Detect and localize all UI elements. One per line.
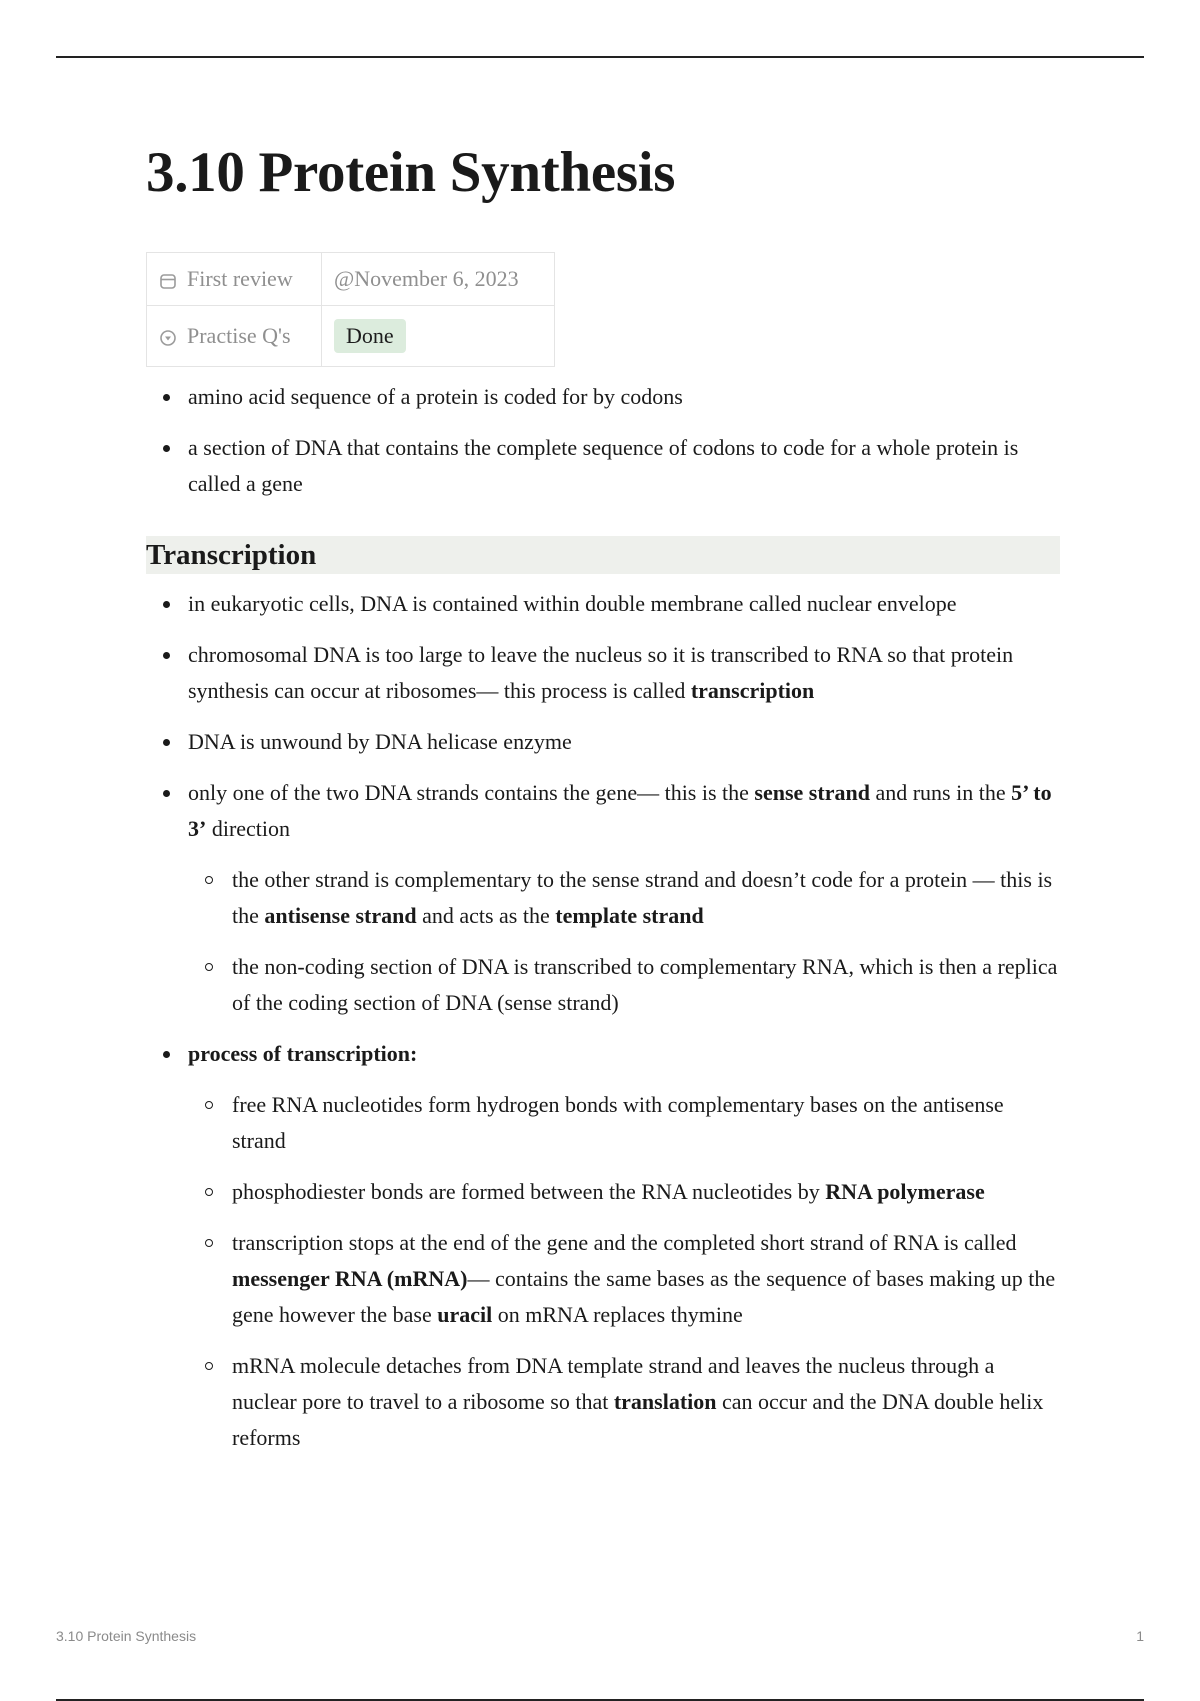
sub-list-item [188, 862, 1060, 934]
item-text: only one of the two DNA strands contains the gene— this is the [188, 779, 755, 805]
bold-term: template strand [555, 902, 704, 928]
item-text: transcription stops at the end of the gene and the completed short strand of RNA is called [232, 1229, 1017, 1255]
sub-list [188, 1087, 1060, 1456]
item-text: and acts as the [416, 902, 556, 928]
bold-term: translation [613, 1388, 717, 1414]
bold-term: antisense strand [264, 902, 417, 928]
bold-term: uracil [437, 1301, 493, 1327]
sub-list-item: the non-coding section of DNA is transcribed to complementary RNA, which is then a replica of the coding section of DNA (sense strand) [188, 949, 1060, 1021]
item-text: direction [206, 815, 291, 841]
item-text: on mRNA replaces thymine [492, 1301, 743, 1327]
section-heading-transcription: Transcription [146, 536, 1060, 574]
calendar-icon [159, 272, 179, 290]
item-text: phosphodiester bonds are formed between the RNA nucleotides by [232, 1178, 826, 1204]
sub-list-item: free RNA nucleotides form hydrogen bonds with complementary bases on the antisense strand [188, 1087, 1060, 1159]
bold-term: transcription [690, 677, 815, 703]
page-content [146, 140, 1060, 1471]
list-item: in eukaryotic cells, DNA is contained within double membrane called nuclear envelope [146, 586, 1060, 622]
page-title: 3.10 Protein Synthesis [146, 141, 676, 204]
item-text: and runs in the [869, 779, 1012, 805]
item-text: can occur and the DNA double helix reforms [232, 1388, 1044, 1450]
property-row-first-review [147, 252, 555, 305]
property-label-cell [147, 252, 322, 305]
item-text: — contains the same bases as the sequence of bases making up the gene however the base [232, 1265, 1056, 1327]
list-item [146, 637, 1060, 709]
list-item: a section of DNA that contains the complete sequence of codons to code for a whole protein is called a gene [146, 430, 1060, 502]
list-item: amino acid sequence of a protein is coded for by codons [146, 379, 1060, 415]
item-text: mRNA molecule detaches from DNA template strand and leaves the nucleus through a nuclear pore to travel to a ribosome so that [232, 1352, 995, 1414]
bold-heading: process of transcription: [188, 1040, 418, 1066]
item-text: the other strand is complementary to the sense strand and doesn’t code for a protein — this is the [232, 866, 1053, 928]
sub-list-item [188, 1348, 1060, 1456]
sub-list-item [188, 1225, 1060, 1333]
list-item [146, 1036, 1060, 1456]
bold-term: messenger RNA (mRNA) [232, 1265, 468, 1291]
bold-term: 5’ to 3’ [188, 779, 1052, 841]
top-rule [56, 56, 1144, 58]
list-item [146, 775, 1060, 1021]
footer-title: 3.10 Protein Synthesis [56, 1628, 197, 1644]
status-icon [159, 329, 179, 347]
property-value-status[interactable] [322, 305, 555, 366]
property-value-date[interactable]: @November 6, 2023 [322, 252, 555, 305]
property-label: First review [187, 265, 293, 291]
property-label: Practise Q's [187, 322, 291, 348]
sub-list [188, 862, 1060, 1021]
status-badge[interactable]: Done [334, 319, 406, 353]
sub-list-item [188, 1174, 1060, 1210]
footer-page-number: 1 [1136, 1628, 1144, 1644]
list-item: DNA is unwound by DNA helicase enzyme [146, 724, 1060, 760]
transcription-list [146, 586, 1060, 1456]
properties-table [146, 252, 555, 367]
property-label-cell [147, 305, 322, 366]
bold-term: sense strand [754, 779, 870, 805]
item-text: chromosomal DNA is too large to leave the nucleus so it is transcribed to RNA so that protein synthesis can occur at ribosomes— this process is called [188, 641, 1014, 703]
property-row-practise [147, 305, 555, 366]
intro-list [146, 379, 1060, 502]
bold-term: RNA polymerase [825, 1178, 985, 1204]
